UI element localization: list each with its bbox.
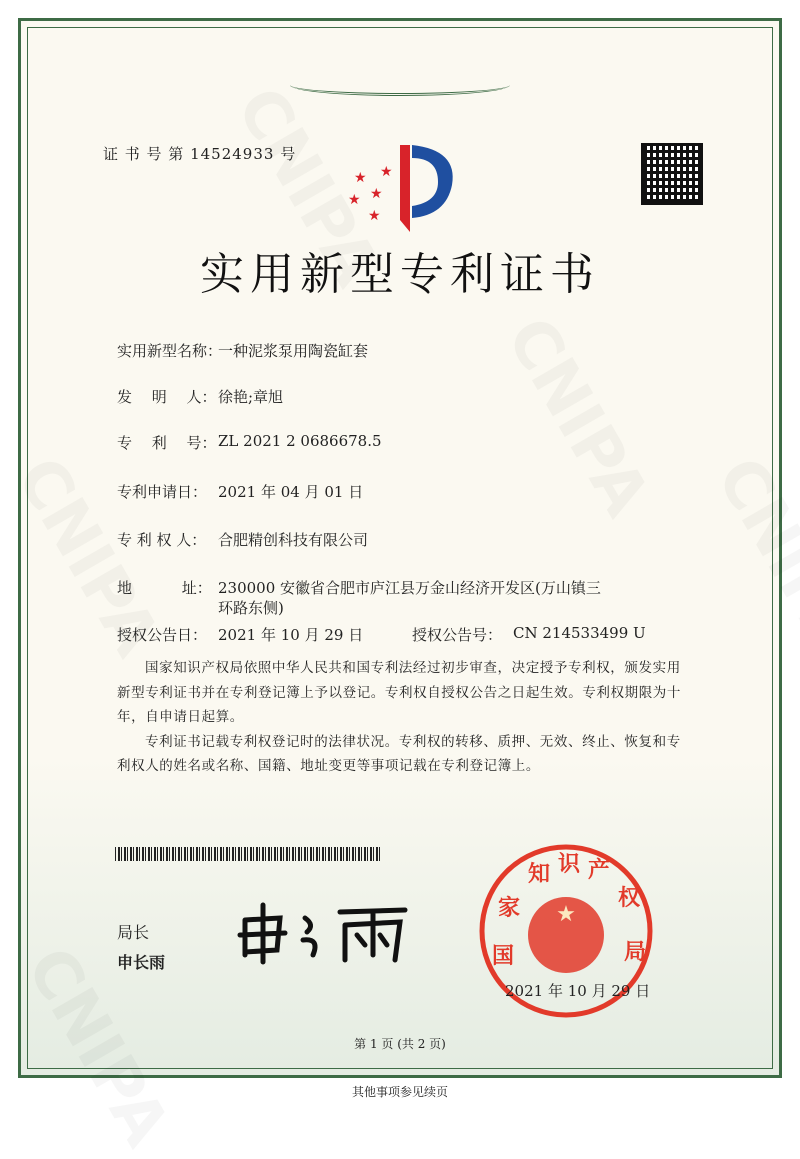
grant-date: 2021 年 10 月 29 日 (218, 626, 364, 644)
utility-model-name: 一种泥浆泵用陶瓷缸套 (218, 342, 369, 360)
grant-publication-number: CN 214533499 U (513, 624, 646, 642)
seal-date: 2021 年 10 月 29 日 (505, 982, 651, 1000)
svg-text:★: ★ (380, 164, 393, 180)
svg-text:权: 权 (618, 886, 641, 911)
field-label: 授权公告日： (117, 626, 208, 644)
cnipa-logo-icon (340, 140, 460, 235)
page-info: 第 1 页 (共 2 页) (354, 1037, 446, 1051)
svg-text:知: 知 (528, 862, 551, 887)
field-label: 发 明 人： (117, 388, 217, 406)
statement-paragraphs (117, 656, 692, 779)
inventors: 徐艳;章旭 (218, 388, 284, 406)
svg-text:产: 产 (588, 858, 611, 883)
paragraph: 专利证书记载专利权登记时的法律状况。专利权的转移、质押、无效、终止、恢复和专利权人的姓名或名称、国籍、地址变更等事项记载在专利登记簿上。 (117, 733, 681, 774)
application-date: 2021 年 04 月 01 日 (218, 483, 364, 501)
patentee: 合肥精创科技有限公司 (218, 531, 369, 549)
svg-text:★: ★ (556, 902, 576, 927)
svg-text:局: 局 (624, 940, 647, 965)
signature-image (235, 900, 415, 965)
certificate-number: 证 书 号 第 14524933 号 (103, 145, 297, 163)
barcode (115, 847, 380, 861)
svg-text:家: 家 (498, 896, 521, 921)
field-label: 专利申请日： (117, 483, 208, 501)
field-label: 授权公告号： (412, 626, 503, 644)
field-label: 地 址： (117, 579, 212, 597)
svg-text:★: ★ (368, 208, 381, 224)
director-name: 申长雨 (117, 953, 166, 972)
footer-note: 其他事项参见续页 (351, 1085, 448, 1099)
certificate-title: 实用新型专利证书 (200, 249, 600, 300)
svg-text:识: 识 (558, 852, 581, 877)
field-label: 实用新型名称： (117, 342, 223, 360)
paragraph: 国家知识产权局依照中华人民共和国专利法经过初步审查，决定授予专利权，颁发实用新型专利证书并在专利登记簿上予以登记。专利权自授权公告之日起生效。专利权期限为十年，自申请日起算。 (117, 660, 681, 725)
patent-number: ZL 2021 2 0686678.5 (218, 432, 382, 450)
svg-text:★: ★ (354, 170, 367, 186)
svg-text:国: 国 (492, 944, 515, 969)
field-label: 专 利 权 人： (117, 531, 207, 549)
qr-code (641, 143, 703, 205)
svg-text:★: ★ (348, 192, 361, 208)
address-line2: 环路东侧) (218, 599, 284, 617)
address: 230000 安徽省合肥市庐江县万金山经济开发区(万山镇三 (218, 579, 601, 597)
top-ornament (290, 74, 510, 96)
director-title: 局长 (117, 923, 150, 942)
svg-text:★: ★ (370, 186, 383, 202)
field-label: 专 利 号： (117, 434, 217, 452)
